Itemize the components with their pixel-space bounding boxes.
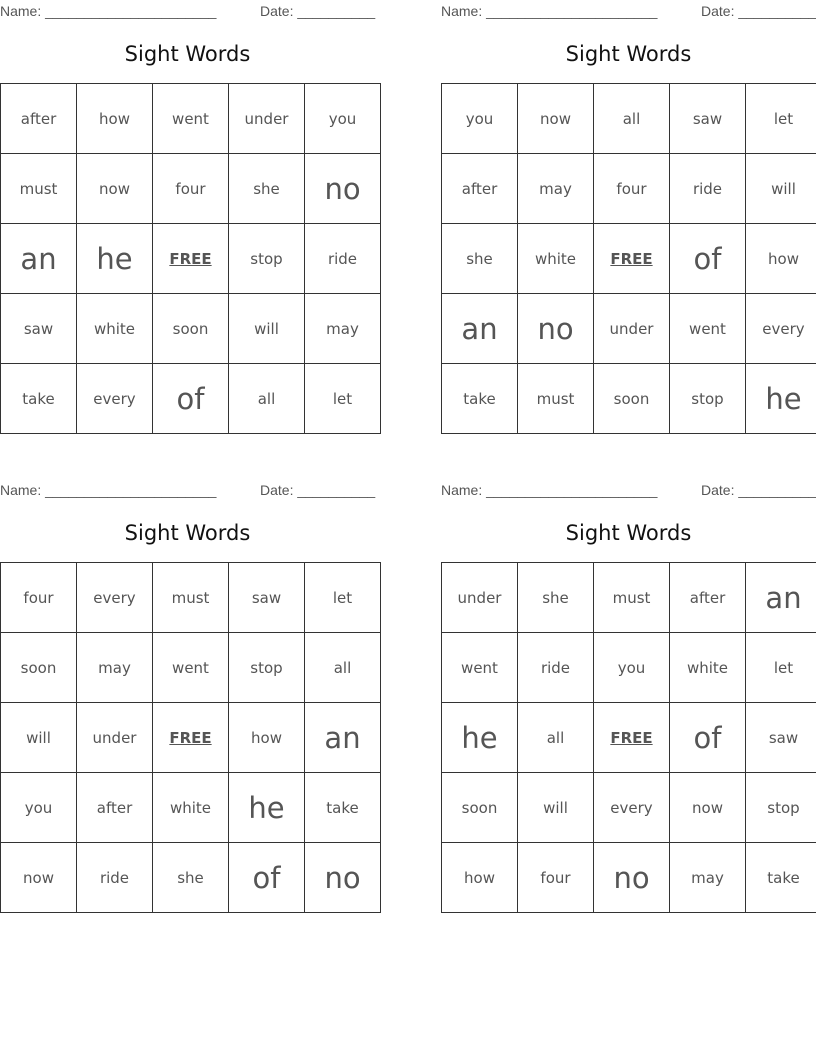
word-cell: every <box>594 773 670 843</box>
word-cell: now <box>518 84 594 154</box>
card-title: Sight Words <box>565 42 692 66</box>
word-cell: under <box>442 563 518 633</box>
word-cell: may <box>77 633 153 703</box>
word-cell: he <box>746 364 816 434</box>
word-cell: let <box>746 633 816 703</box>
word-cell: white <box>77 294 153 364</box>
bingo-grid <box>441 562 816 913</box>
grid-row <box>442 154 816 224</box>
word-cell: white <box>153 773 229 843</box>
word-cell: all <box>594 84 670 154</box>
word-cell: saw <box>670 84 746 154</box>
word-cell: may <box>305 294 381 364</box>
word-cell: an <box>442 294 518 364</box>
grid-row <box>442 773 816 843</box>
free-space-cell: FREE <box>153 224 229 294</box>
grid-row <box>1 224 381 294</box>
word-cell: under <box>229 84 305 154</box>
word-cell: every <box>746 294 816 364</box>
date-field: Date: __________ <box>701 482 816 498</box>
word-cell: will <box>229 294 305 364</box>
word-cell: every <box>77 563 153 633</box>
header-row <box>441 3 816 19</box>
word-cell: ride <box>518 633 594 703</box>
word-cell: how <box>442 843 518 913</box>
word-cell: no <box>305 154 381 224</box>
grid-row <box>1 84 381 154</box>
word-cell: saw <box>229 563 305 633</box>
card-title: Sight Words <box>124 521 251 545</box>
word-cell: every <box>77 364 153 434</box>
grid-row <box>442 364 816 434</box>
grid-row <box>1 294 381 364</box>
word-cell: will <box>1 703 77 773</box>
word-cell: white <box>518 224 594 294</box>
word-cell: she <box>518 563 594 633</box>
grid-row <box>442 633 816 703</box>
grid-row <box>442 563 816 633</box>
word-cell: now <box>670 773 746 843</box>
name-field: Name: ______________________ <box>441 3 658 19</box>
word-cell: no <box>518 294 594 364</box>
free-space-cell: FREE <box>153 703 229 773</box>
word-cell: stop <box>229 224 305 294</box>
word-cell: she <box>153 843 229 913</box>
word-cell: stop <box>746 773 816 843</box>
word-cell: after <box>1 84 77 154</box>
word-cell: an <box>1 224 77 294</box>
word-cell: no <box>305 843 381 913</box>
word-cell: how <box>77 84 153 154</box>
grid-row <box>1 563 381 633</box>
bingo-card-3 <box>0 479 375 919</box>
word-cell: four <box>594 154 670 224</box>
word-cell: of <box>153 364 229 434</box>
word-cell: you <box>594 633 670 703</box>
word-cell: let <box>305 563 381 633</box>
word-cell: he <box>77 224 153 294</box>
word-cell: stop <box>670 364 746 434</box>
name-field: Name: ______________________ <box>441 482 658 498</box>
word-cell: now <box>77 154 153 224</box>
word-cell: you <box>442 84 518 154</box>
word-cell: will <box>518 773 594 843</box>
word-cell: she <box>229 154 305 224</box>
header-row <box>0 3 375 19</box>
word-cell: must <box>594 563 670 633</box>
grid-row <box>1 843 381 913</box>
word-cell: how <box>746 224 816 294</box>
bingo-card-1 <box>0 0 375 440</box>
word-cell: went <box>153 633 229 703</box>
word-cell: she <box>442 224 518 294</box>
word-cell: he <box>442 703 518 773</box>
word-cell: went <box>670 294 746 364</box>
word-cell: soon <box>1 633 77 703</box>
grid-row <box>1 364 381 434</box>
word-cell: stop <box>229 633 305 703</box>
word-cell: saw <box>746 703 816 773</box>
word-cell: he <box>229 773 305 843</box>
word-cell: must <box>1 154 77 224</box>
word-cell: after <box>670 563 746 633</box>
word-cell: four <box>153 154 229 224</box>
word-cell: you <box>305 84 381 154</box>
word-cell: may <box>518 154 594 224</box>
free-space-cell: FREE <box>594 224 670 294</box>
word-cell: ride <box>670 154 746 224</box>
bingo-grid <box>0 562 381 913</box>
word-cell: under <box>77 703 153 773</box>
date-field: Date: __________ <box>260 3 376 19</box>
word-cell: saw <box>1 294 77 364</box>
word-cell: an <box>746 563 816 633</box>
bingo-grid <box>0 83 381 434</box>
date-field: Date: __________ <box>260 482 376 498</box>
word-cell: must <box>153 563 229 633</box>
date-field: Date: __________ <box>701 3 816 19</box>
word-cell: now <box>1 843 77 913</box>
grid-row <box>442 224 816 294</box>
word-cell: take <box>305 773 381 843</box>
word-cell: all <box>518 703 594 773</box>
word-cell: four <box>1 563 77 633</box>
grid-row <box>442 84 816 154</box>
word-cell: you <box>1 773 77 843</box>
word-cell: of <box>670 703 746 773</box>
bingo-card-2 <box>441 0 816 440</box>
word-cell: of <box>670 224 746 294</box>
bingo-grid <box>441 83 816 434</box>
word-cell: all <box>229 364 305 434</box>
grid-row <box>1 773 381 843</box>
word-cell: must <box>518 364 594 434</box>
word-cell: went <box>153 84 229 154</box>
word-cell: let <box>746 84 816 154</box>
word-cell: soon <box>153 294 229 364</box>
grid-row <box>442 703 816 773</box>
header-row <box>0 482 375 498</box>
card-title: Sight Words <box>124 42 251 66</box>
bingo-card-4 <box>441 479 816 919</box>
word-cell: after <box>77 773 153 843</box>
header-row <box>441 482 816 498</box>
grid-row <box>1 633 381 703</box>
word-cell: an <box>305 703 381 773</box>
word-cell: may <box>670 843 746 913</box>
word-cell: went <box>442 633 518 703</box>
word-cell: take <box>1 364 77 434</box>
grid-row <box>1 703 381 773</box>
word-cell: ride <box>305 224 381 294</box>
free-space-cell: FREE <box>594 703 670 773</box>
word-cell: will <box>746 154 816 224</box>
grid-row <box>1 154 381 224</box>
word-cell: no <box>594 843 670 913</box>
word-cell: of <box>229 843 305 913</box>
grid-row <box>442 843 816 913</box>
word-cell: after <box>442 154 518 224</box>
word-cell: all <box>305 633 381 703</box>
word-cell: let <box>305 364 381 434</box>
name-field: Name: ______________________ <box>0 3 217 19</box>
word-cell: under <box>594 294 670 364</box>
grid-row <box>442 294 816 364</box>
word-cell: take <box>442 364 518 434</box>
word-cell: soon <box>594 364 670 434</box>
word-cell: soon <box>442 773 518 843</box>
word-cell: how <box>229 703 305 773</box>
word-cell: ride <box>77 843 153 913</box>
name-field: Name: ______________________ <box>0 482 217 498</box>
card-title: Sight Words <box>565 521 692 545</box>
word-cell: take <box>746 843 816 913</box>
word-cell: four <box>518 843 594 913</box>
word-cell: white <box>670 633 746 703</box>
